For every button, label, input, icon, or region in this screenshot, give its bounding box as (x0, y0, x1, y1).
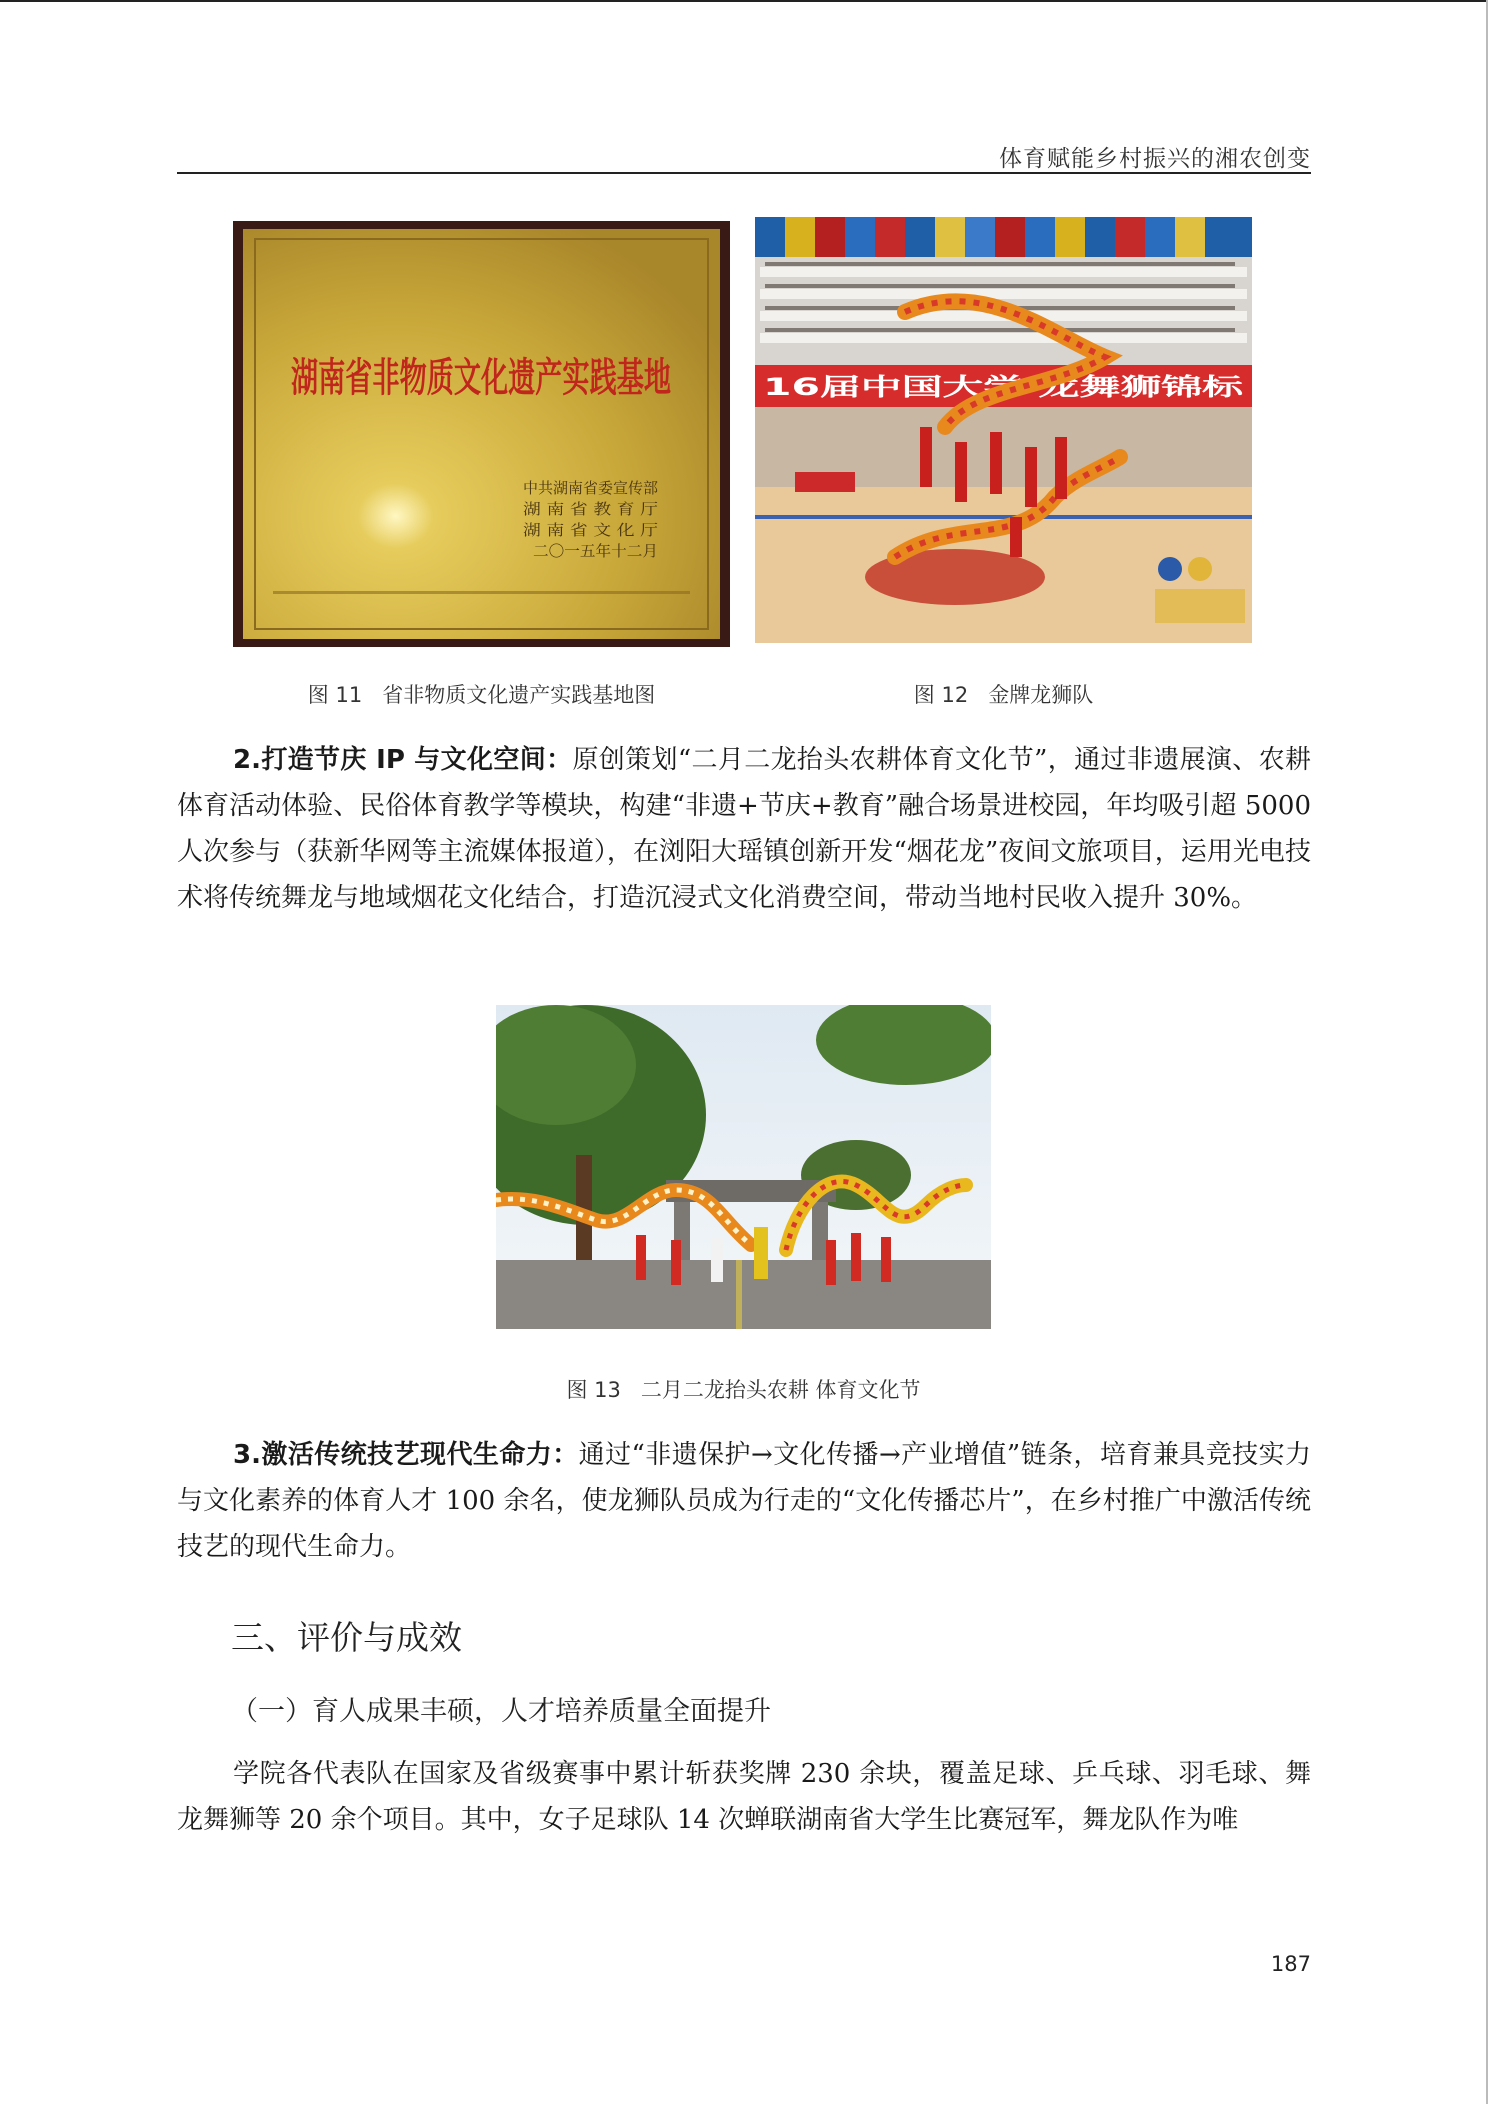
paragraph-festival-ip-lead: 2.打造节庆 IP 与文化空间： (233, 745, 573, 775)
figure-11-number: 图 11 (307, 683, 363, 707)
figure-13-text: 二月二龙抬头农耕 体育文化节 (640, 1378, 921, 1402)
paragraph-festival-ip-text: 原创策划“二月二龙抬头农耕体育文化节”，通过非遗展演、农耕体育活动体验、民俗体育教学等模块，构建“非遗+节庆+教育”融合场景进校园，年均吸引超 5000 人次参与（获新华网等主流媒体报道），在浏阳大瑶镇创新开发“烟花龙”夜间文旅项目，运用光电技术将传统舞龙与地域烟花文化结合，打造沉浸式文化消费空间，带动当地村民收入提升 30%。 (177, 745, 1311, 913)
figure-11-caption (233, 679, 730, 709)
paragraph-traditional-craft (177, 1432, 1311, 1570)
paragraph-traditional-craft-text: 通过“非遗保护→文化传播→产业增值”链条，培育兼具竞技实力与文化素养的体育人才 100 余名，使龙狮队员成为行走的“文化传播芯片”，在乡村推广中激活传统技艺的现代生命力。 (177, 1440, 1312, 1562)
section-subheading: （一）育人成果丰硕，人才培养质量全面提升 (231, 1696, 771, 1727)
plaque-issuer-2: 湖 南 省 教 育 厅 (523, 500, 658, 518)
paragraph-traditional-craft-lead: 3.激活传统技艺现代生命力： (233, 1440, 579, 1470)
figure-13-number: 图 13 (566, 1378, 621, 1402)
paragraph-achievements: 学院各代表队在国家及省级赛事中累计斩获奖牌 230 余块，覆盖足球、乒乓球、羽毛球、舞龙舞狮等 20 余个项目。其中，女子足球队 14 次蝉联湖南省大学生比赛冠军，舞龙队作为唯 (177, 1759, 1311, 1835)
figure-13-caption (496, 1374, 991, 1404)
section-heading: 三、评价与成效 (231, 1618, 462, 1657)
figure-festival-photo (496, 1005, 991, 1329)
plaque-issuer-1: 中共湖南省委宣传部 (523, 479, 658, 497)
plaque-title: 湖南省非物质文化遗产实践基地 (291, 355, 671, 401)
figure-11-text: 省非物质文化遗产实践基地图 (382, 683, 656, 707)
arena-banner-text: 16届中国大学 龙舞狮锦标 (763, 373, 1245, 401)
figure-12-number: 图 12 (913, 683, 969, 707)
plaque-issuer-3: 湖 南 省 文 化 厅 (523, 521, 658, 539)
plaque-issuer-4: 二〇一五年十二月 (533, 542, 658, 560)
running-header: 体育赋能乡村振兴的湘农创变 (999, 146, 1311, 172)
page-number: 187 (1270, 1952, 1311, 1976)
festival-illustration (496, 1005, 991, 1329)
figure-plaque-photo (233, 221, 730, 647)
arena-illustration (755, 217, 1252, 643)
figure-12-text: 金牌龙狮队 (988, 683, 1094, 707)
plaque-illustration (233, 221, 730, 647)
figure-dragon-team-photo (755, 217, 1252, 643)
figure-12-caption (755, 679, 1252, 709)
paragraph-festival-ip (177, 737, 1311, 921)
page-top-border (0, 0, 1488, 2)
header-rule (177, 172, 1311, 174)
